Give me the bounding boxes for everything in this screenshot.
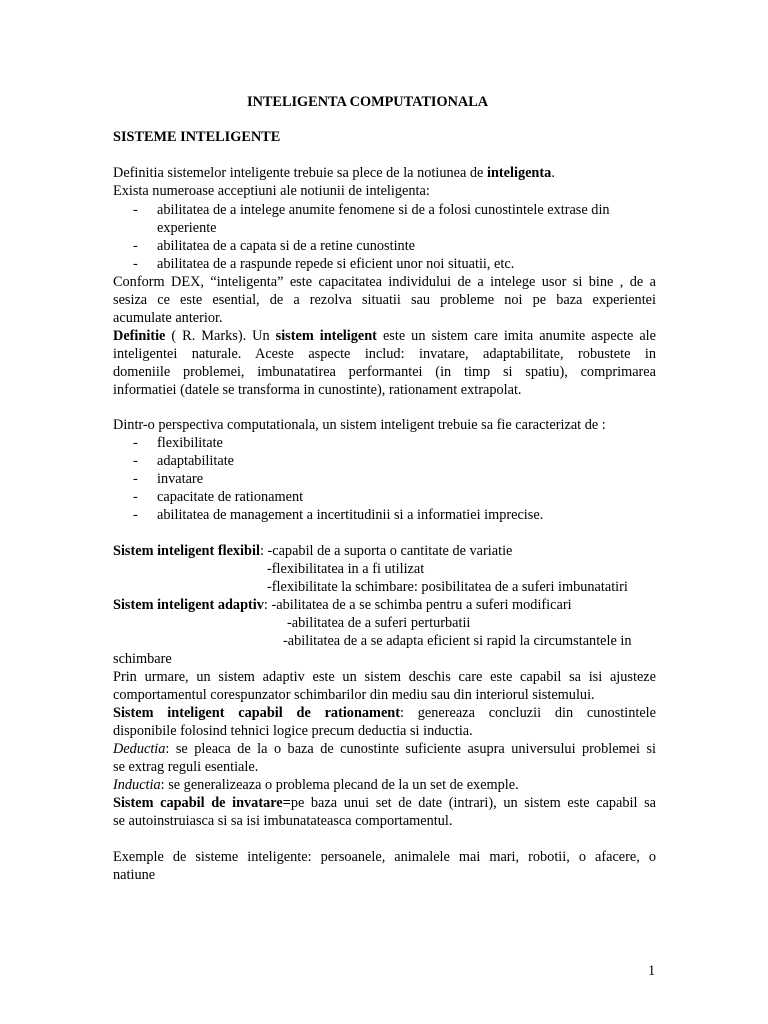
list-dash: - bbox=[133, 489, 138, 505]
induction-line: Inductia: se generalizeaza o problema plecand de la un set de exemple. bbox=[113, 777, 519, 793]
list-dash: - bbox=[133, 507, 138, 523]
list-dash: - bbox=[133, 238, 138, 254]
page-number: 1 bbox=[648, 963, 656, 979]
list-item: capacitate de rationament bbox=[157, 489, 304, 505]
list-dash: - bbox=[133, 435, 138, 451]
acceptions-intro: Exista numeroase acceptiuni ale notiunii de inteligenta: bbox=[113, 183, 430, 199]
list-item: abilitatea de a capata si de a retine cunostinte bbox=[157, 238, 416, 254]
list-dash: - bbox=[133, 453, 138, 469]
examples-line: Exemple de sisteme inteligente: persoanele, animalele mai mari, robotii, o afacere, o bbox=[113, 849, 656, 865]
deduction-line: Deductia: se pleaca de la o baza de cunostinte suficiente asupra universului problemei si bbox=[113, 741, 656, 757]
page-title: INTELIGENTA COMPUTATIONALA bbox=[247, 94, 489, 110]
deduction-line: se extrag reguli esentiale. bbox=[113, 759, 259, 775]
list-item: abilitatea de management a incertitudinii si a informatiei imprecise. bbox=[157, 507, 544, 523]
learning-system-line: se autoinstruiasca si sa isi imbunatateasca comportamentul. bbox=[113, 813, 453, 829]
list-item: experiente bbox=[157, 220, 217, 236]
reasoning-system-line: disponibile folosind tehnici logice precum deductia si inductia. bbox=[113, 723, 473, 739]
section-title: SISTEME INTELIGENTE bbox=[113, 129, 281, 145]
list-dash: - bbox=[133, 256, 138, 272]
flexible-system-line: Sistem inteligent flexibil: -capabil de a suporta o cantitate de variatie bbox=[113, 543, 513, 559]
flexible-system-item: -flexibilitatea in a fi utilizat bbox=[267, 561, 425, 577]
consequence-line: Prin urmare, un sistem adaptiv este un sistem deschis care este capabil sa isi ajusteze bbox=[113, 669, 656, 685]
definition-line: domeniile problemei, imbunatatirea performantei (in timp si spatiu), comprimarea bbox=[113, 364, 656, 380]
definition-line: Definitie ( R. Marks). Un sistem inteligent este un sistem care imita anumite aspecte ale bbox=[113, 328, 657, 344]
definition-line: inteligentei naturale. Aceste aspecte includ: invatare, adaptabilitate, robustete in bbox=[113, 346, 656, 362]
dex-line: acumulate anterior. bbox=[113, 310, 223, 326]
flexible-system-item: -flexibilitate la schimbare: posibilitatea de a suferi imbunatatiri bbox=[267, 579, 628, 595]
reasoning-system-line: Sistem inteligent capabil de rationament: genereaza concluzii din cunostintele bbox=[113, 705, 656, 721]
adaptive-system-item: -abilitatea de a suferi perturbatii bbox=[287, 615, 471, 631]
dex-line: sesiza ce este esential, de a rezolva situatii sau probleme noi pe baza experientei bbox=[113, 292, 656, 308]
intro-paragraph: Definitia sistemelor inteligente trebuie sa plece de la notiunea de inteligenta. bbox=[113, 165, 555, 181]
definition-line: informatiei (datele se transforma in cunostinte), rationament extrapolat. bbox=[113, 382, 522, 398]
adaptive-system-item: schimbare bbox=[113, 651, 172, 667]
list-item: adaptabilitate bbox=[157, 453, 235, 469]
adaptive-system-line: Sistem inteligent adaptiv: -abilitatea de a se schimba pentru a suferi modificari bbox=[113, 597, 572, 613]
list-item: flexibilitate bbox=[157, 435, 223, 451]
list-item: invatare bbox=[157, 471, 204, 487]
examples-line: natiune bbox=[113, 867, 156, 883]
list-dash: - bbox=[133, 202, 138, 218]
list-item: abilitatea de a raspunde repede si eficient unor noi situatii, etc. bbox=[157, 256, 515, 272]
dex-line: Conform DEX, “inteligenta” este capacitatea individului de a intelege usor si bine , de a bbox=[113, 274, 656, 290]
learning-system-line: Sistem capabil de invatare=pe baza unui set de date (intrari), un sistem este capabil sa bbox=[113, 795, 656, 811]
perspective-line: Dintr-o perspectiva computationala, un sistem inteligent trebuie sa fie caracterizat de : bbox=[113, 417, 606, 433]
consequence-line: comportamentul corespunzator schimbarilor din mediu sau din interiorul sistemului. bbox=[113, 687, 595, 703]
list-dash: - bbox=[133, 471, 138, 487]
adaptive-system-item: -abilitatea de a se adapta eficient si rapid la circumstantele in bbox=[283, 633, 632, 649]
list-item: abilitatea de a intelege anumite fenomene si de a folosi cunostintele extrase din bbox=[157, 202, 610, 218]
